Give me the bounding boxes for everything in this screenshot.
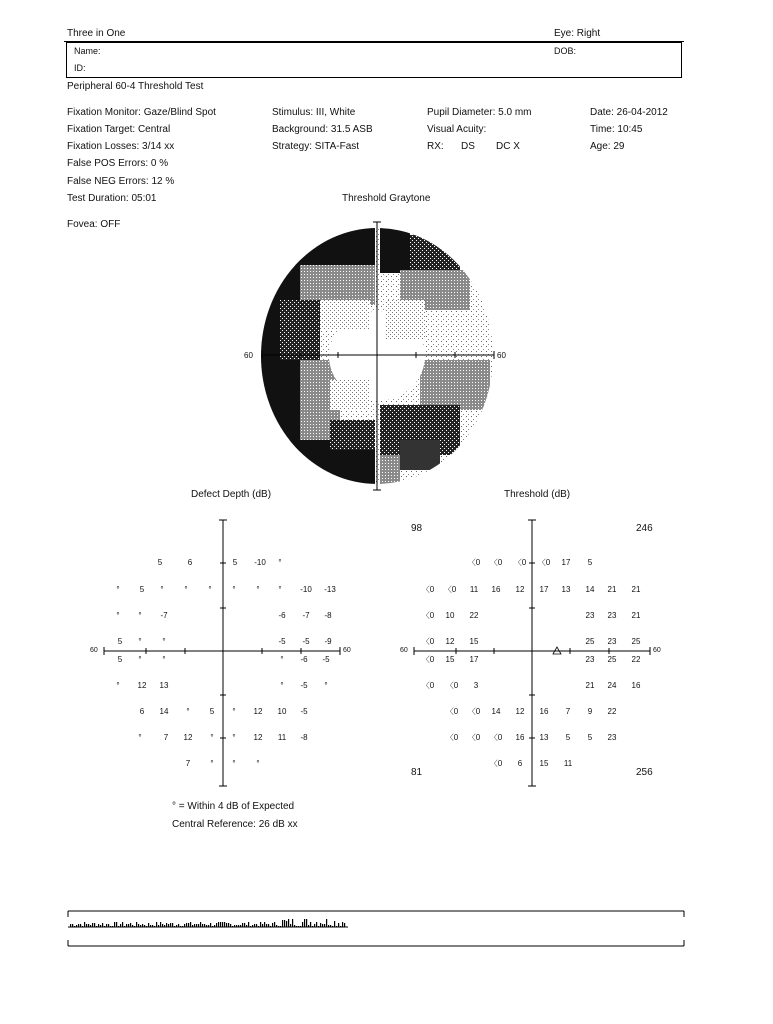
gaze-bar	[190, 922, 191, 927]
defect-axis-right: 60	[343, 647, 351, 654]
gaze-bar	[254, 924, 255, 927]
gaze-bar	[250, 926, 251, 927]
rx-dc: DC X	[496, 141, 520, 152]
within-expected-legend: ° = Within 4 dB of Expected	[172, 801, 295, 812]
gaze-bar	[194, 924, 195, 927]
gaze-bar	[274, 922, 275, 927]
gaze-bar	[88, 924, 89, 927]
fovea-status: Fovea: OFF	[67, 219, 121, 230]
defect-depth-value: -8	[324, 611, 332, 621]
gaze-bar	[308, 925, 309, 927]
threshold-value: 〈0	[421, 655, 435, 665]
defect-depth-value: -8	[300, 733, 308, 743]
gaze-bar	[266, 924, 267, 927]
threshold-value: 15	[539, 759, 549, 769]
gaze-bar	[180, 926, 181, 927]
gaze-bar	[178, 924, 179, 927]
defect-depth-value: °	[256, 759, 260, 769]
threshold-value: 3	[473, 681, 479, 691]
gaze-bar	[262, 924, 263, 927]
threshold-value: 〈0	[489, 759, 503, 769]
defect-depth-value: -13	[324, 585, 336, 595]
defect-depth-value: 12	[183, 733, 193, 743]
defect-depth-value: °	[278, 585, 282, 595]
defect-depth-value: -5	[300, 681, 308, 691]
gaze-bar	[92, 923, 93, 927]
threshold-value: 5	[565, 733, 571, 743]
gaze-bar	[242, 923, 243, 927]
defect-depth-value: °	[324, 681, 328, 691]
gaze-bar	[118, 926, 119, 927]
gaze-bar	[104, 926, 105, 927]
threshold-value: 〈0	[421, 681, 435, 691]
gaze-bar	[340, 926, 341, 927]
defect-depth-value: °	[210, 733, 214, 743]
gaze-bar	[138, 924, 139, 927]
gaze-bar	[312, 926, 313, 927]
threshold-value: 〈0	[467, 733, 481, 743]
gaze-bar	[272, 923, 273, 927]
defect-depth-value: °	[280, 681, 284, 691]
gaze-bar	[264, 922, 265, 927]
threshold-title: Threshold (dB)	[504, 489, 571, 500]
threshold-value: 23	[607, 637, 617, 647]
test-duration: Test Duration: 05:01	[67, 193, 157, 204]
threshold-value: 〈0	[445, 707, 459, 717]
defect-depth-value: 5	[232, 558, 238, 568]
pupil-diameter: Pupil Diameter: 5.0 mm	[427, 107, 532, 118]
defect-depth-value: 12	[253, 733, 263, 743]
threshold-value: 23	[607, 733, 617, 743]
gaze-bar	[148, 923, 149, 927]
defect-depth-value: 6	[139, 707, 145, 717]
threshold-corner-br: 256	[636, 767, 653, 778]
gaze-bar	[156, 922, 157, 927]
defect-depth-value: 7	[163, 733, 169, 743]
defect-depth-value: °	[116, 611, 120, 621]
gaze-bar	[280, 926, 281, 927]
gaze-bar	[294, 925, 295, 927]
defect-depth-value: 5	[157, 558, 163, 568]
threshold-value: 22	[631, 655, 641, 665]
gaze-bar	[114, 922, 115, 927]
gaze-bar	[70, 924, 71, 927]
defect-depth-value: °	[162, 655, 166, 665]
defect-depth-value: 5	[117, 637, 123, 647]
gaze-bar	[170, 923, 171, 927]
gaze-bar	[98, 924, 99, 927]
gaze-bar	[146, 926, 147, 927]
gaze-bar	[102, 923, 103, 927]
defect-depth-value: °	[256, 585, 260, 595]
gaze-bar	[300, 926, 301, 927]
gaze-bar	[282, 920, 283, 927]
software-title: Three in One	[67, 28, 126, 39]
gaze-bar	[196, 924, 197, 927]
gaze-bar	[172, 923, 173, 927]
gaze-bar	[286, 921, 287, 927]
defect-depth-value: °	[232, 733, 236, 743]
threshold-value: 〈0	[421, 611, 435, 621]
defect-depth-value: °	[138, 611, 142, 621]
graytone-axis-right: 60	[497, 351, 506, 360]
gaze-bar	[200, 922, 201, 927]
gaze-bar	[326, 919, 327, 927]
gaze-bar	[220, 922, 221, 927]
defect-depth-value: °	[160, 585, 164, 595]
gaze-bar	[224, 922, 225, 927]
threshold-value: 〈0	[467, 558, 481, 568]
threshold-value: 17	[539, 585, 549, 595]
gaze-bar	[212, 926, 213, 927]
gaze-bar	[184, 924, 185, 927]
threshold-axis-right: 60	[653, 647, 661, 654]
gaze-bar	[152, 925, 153, 927]
gaze-bar	[82, 926, 83, 927]
gaze-bar	[140, 925, 141, 927]
graytone-axis-left: 60	[244, 351, 253, 360]
gaze-bar	[344, 923, 345, 927]
gaze-bar	[186, 923, 187, 927]
gaze-bar	[270, 926, 271, 927]
gaze-bar	[246, 925, 247, 927]
gaze-bar	[106, 924, 107, 927]
gaze-bar	[188, 923, 189, 927]
threshold-value: 16	[515, 733, 525, 743]
threshold-value: 25	[631, 637, 641, 647]
gaze-bar	[204, 924, 205, 927]
gaze-bar	[320, 923, 321, 927]
defect-depth-value: 14	[159, 707, 169, 717]
gaze-bar	[110, 926, 111, 927]
defect-depth-value: -6	[300, 655, 308, 665]
defect-depth-value: -7	[160, 611, 168, 621]
defect-depth-title: Defect Depth (dB)	[191, 489, 272, 500]
threshold-value: 17	[469, 655, 479, 665]
gaze-bar	[210, 923, 211, 927]
gaze-bar	[256, 924, 257, 927]
gaze-bar	[240, 925, 241, 927]
gaze-bar	[160, 922, 161, 927]
threshold-value: 9	[587, 707, 593, 717]
defect-depth-value: °	[186, 707, 190, 717]
false-neg: False NEG Errors: 12 %	[67, 176, 175, 187]
gaze-bar	[134, 926, 135, 927]
gaze-bar	[268, 924, 269, 927]
threshold-value: 24	[607, 681, 617, 691]
gaze-bar	[74, 926, 75, 927]
gaze-bar	[288, 919, 289, 927]
gaze-bar	[248, 922, 249, 927]
threshold-value: 5	[587, 733, 593, 743]
threshold-value: 〈0	[421, 585, 435, 595]
gaze-bar	[322, 924, 323, 927]
threshold-value: 〈0	[467, 707, 481, 717]
gaze-bar	[96, 926, 97, 927]
threshold-value: 〈0	[489, 558, 503, 568]
defect-depth-value: °	[162, 637, 166, 647]
gaze-bar	[176, 925, 177, 927]
threshold-value: 22	[607, 707, 617, 717]
gaze-bar	[292, 919, 293, 927]
threshold-value: 14	[585, 585, 595, 595]
defect-depth-value: -6	[278, 611, 286, 621]
gaze-bar	[100, 925, 101, 927]
threshold-value: 12	[515, 585, 525, 595]
gaze-bar	[310, 922, 311, 927]
gaze-bar	[324, 924, 325, 927]
threshold-value: 12	[515, 707, 525, 717]
defect-depth-value: -9	[324, 637, 332, 647]
defect-depth-value: 10	[277, 707, 287, 717]
gaze-bar	[84, 922, 85, 927]
defect-depth-value: 12	[253, 707, 263, 717]
gaze-bar	[284, 920, 285, 927]
threshold-value: 21	[607, 585, 617, 595]
threshold-value: 〈0	[513, 558, 527, 568]
threshold-value: 〈0	[445, 733, 459, 743]
visual-acuity: Visual Acuity:	[427, 124, 487, 135]
gaze-bar	[142, 924, 143, 927]
threshold-value: 21	[585, 681, 595, 691]
threshold-value: 12	[445, 637, 455, 647]
defect-depth-value: -5	[278, 637, 286, 647]
defect-depth-value: °	[116, 681, 120, 691]
threshold-value: 23	[585, 655, 595, 665]
threshold-value: 17	[561, 558, 571, 568]
defect-depth-value: -5	[302, 637, 310, 647]
threshold-value: 16	[539, 707, 549, 717]
threshold-value: 22	[469, 611, 479, 621]
defect-depth-value: 12	[137, 681, 147, 691]
gaze-bar	[192, 925, 193, 927]
gaze-bar	[126, 924, 127, 927]
gaze-bar	[202, 924, 203, 927]
gaze-bar	[238, 925, 239, 927]
threshold-value: 15	[469, 637, 479, 647]
stimulus: Stimulus: III, White	[272, 107, 356, 118]
gaze-bar	[120, 924, 121, 927]
defect-depth-value: °	[278, 558, 282, 568]
gaze-bar	[306, 919, 307, 927]
defect-depth-value: 11	[277, 733, 287, 743]
threshold-value: 16	[491, 585, 501, 595]
id-label: ID:	[74, 63, 86, 73]
gaze-bar	[276, 925, 277, 927]
patient-age: Age: 29	[590, 141, 625, 152]
gaze-bar	[318, 926, 319, 927]
defect-depth-value: 6	[187, 558, 193, 568]
defect-depth-value: -5	[300, 707, 308, 717]
gaze-bar	[150, 925, 151, 927]
gaze-bar	[258, 926, 259, 927]
gaze-bar	[342, 922, 343, 927]
threshold-corner-bl: 81	[411, 767, 423, 778]
gaze-bar	[122, 922, 123, 927]
gaze-bar	[244, 923, 245, 927]
gaze-bar	[144, 925, 145, 927]
threshold-value: 〈0	[537, 558, 551, 568]
threshold-value: 14	[491, 707, 501, 717]
gaze-bar	[218, 922, 219, 927]
gaze-bar	[162, 924, 163, 927]
defect-depth-value: 5	[139, 585, 145, 595]
threshold-value: 23	[585, 611, 595, 621]
gaze-bar	[236, 925, 237, 927]
defect-depth-value: °	[184, 585, 188, 595]
gaze-bar	[232, 926, 233, 927]
gaze-bar	[332, 926, 333, 927]
gaze-bar	[208, 925, 209, 927]
dob-label: DOB:	[554, 46, 577, 56]
gaze-bar	[76, 925, 77, 927]
gaze-bar	[128, 924, 129, 927]
gaze-bar	[136, 922, 137, 927]
gaze-bar	[316, 922, 317, 927]
gaze-bar	[338, 923, 339, 927]
threshold-value: 〈0	[421, 637, 435, 647]
gaze-bar	[166, 923, 167, 927]
gaze-bar	[112, 926, 113, 927]
defect-depth-value: °	[208, 585, 212, 595]
gaze-bar	[124, 926, 125, 927]
gaze-bar	[222, 922, 223, 927]
gaze-bar	[130, 923, 131, 927]
false-pos: False POS Errors: 0 %	[67, 158, 169, 169]
threshold-value: 5	[587, 558, 593, 568]
gaze-bar	[216, 923, 217, 927]
gaze-bar	[90, 925, 91, 927]
gaze-bar	[260, 922, 261, 927]
defect-depth-value: °	[138, 655, 142, 665]
gaze-bar	[78, 924, 79, 927]
fixation-losses: Fixation Losses: 3/14 xx	[67, 141, 175, 152]
central-reference: Central Reference: 26 dB xx	[172, 819, 298, 830]
gaze-bar	[80, 924, 81, 927]
threshold-value: 16	[631, 681, 641, 691]
gaze-bar	[158, 925, 159, 927]
gaze-bar	[336, 926, 337, 927]
fixation-monitor: Fixation Monitor: Gaze/Blind Spot	[67, 107, 216, 118]
threshold-value: 11	[469, 585, 479, 595]
gaze-bar	[304, 919, 305, 927]
defect-depth-value: -5	[322, 655, 330, 665]
gaze-bar	[226, 923, 227, 927]
test-name: Peripheral 60-4 Threshold Test	[67, 81, 204, 92]
threshold-axis-left: 60	[400, 647, 408, 654]
gaze-bar	[298, 926, 299, 927]
rx-ds: DS	[461, 141, 475, 152]
threshold-value: 〈0	[443, 585, 457, 595]
gaze-bar	[314, 924, 315, 927]
threshold-value: 10	[445, 611, 455, 621]
threshold-value: 23	[607, 611, 617, 621]
rx-label: RX:	[427, 141, 444, 152]
defect-depth-value: °	[138, 733, 142, 743]
threshold-corner-tl: 98	[411, 523, 423, 534]
gaze-bar	[94, 923, 95, 927]
gaze-bar	[328, 925, 329, 927]
fixation-target: Fixation Target: Central	[67, 124, 171, 135]
threshold-value: 〈0	[445, 681, 459, 691]
threshold-value: 21	[631, 611, 641, 621]
gaze-bar	[72, 924, 73, 927]
threshold-value: 11	[563, 759, 573, 769]
gaze-bar	[164, 925, 165, 927]
defect-axis-left: 60	[90, 647, 98, 654]
defect-depth-value: °	[210, 759, 214, 769]
gaze-bar	[330, 925, 331, 927]
defect-depth-value: °	[232, 759, 236, 769]
gaze-bar	[278, 926, 279, 927]
background: Background: 31.5 ASB	[272, 124, 373, 135]
gaze-bar	[182, 926, 183, 927]
threshold-value: 21	[631, 585, 641, 595]
defect-depth-value: °	[280, 655, 284, 665]
defect-depth-value: -10	[254, 558, 266, 568]
gaze-bar	[234, 925, 235, 927]
gaze-bar	[206, 925, 207, 927]
eye-label: Eye: Right	[554, 28, 601, 39]
gaze-bar	[214, 925, 215, 927]
threshold-value: 15	[445, 655, 455, 665]
graytone-title: Threshold Graytone	[342, 193, 431, 204]
gaze-bar	[302, 922, 303, 927]
defect-depth-value: °	[232, 585, 236, 595]
defect-depth-value: 5	[117, 655, 123, 665]
test-date: Date: 26-04-2012	[590, 107, 668, 118]
gaze-bar	[290, 924, 291, 927]
threshold-value: 〈0	[489, 733, 503, 743]
threshold-value: 25	[585, 637, 595, 647]
threshold-value: 25	[607, 655, 617, 665]
gaze-bar	[168, 924, 169, 927]
gaze-bar	[334, 921, 335, 927]
defect-depth-value: °	[116, 585, 120, 595]
defect-depth-value: 5	[209, 707, 215, 717]
gaze-bar	[174, 926, 175, 927]
strategy: Strategy: SITA-Fast	[272, 141, 360, 152]
defect-depth-value: -7	[302, 611, 310, 621]
threshold-corner-tr: 246	[636, 523, 653, 534]
threshold-value: 7	[565, 707, 571, 717]
threshold-value: 6	[517, 759, 523, 769]
defect-depth-value: °	[232, 707, 236, 717]
gaze-bar	[154, 926, 155, 927]
gaze-bar	[252, 925, 253, 927]
gaze-bar	[86, 924, 87, 927]
defect-depth-value: -10	[300, 585, 312, 595]
threshold-value: 13	[539, 733, 549, 743]
gaze-bar	[108, 924, 109, 927]
defect-depth-value: °	[138, 637, 142, 647]
defect-depth-value: 7	[185, 759, 191, 769]
name-label: Name:	[74, 46, 101, 56]
gaze-bar	[230, 924, 231, 927]
threshold-value: 13	[561, 585, 571, 595]
test-time: Time: 10:45	[590, 124, 643, 135]
gaze-bar	[228, 923, 229, 927]
gaze-bar	[116, 922, 117, 927]
gaze-bar	[132, 925, 133, 927]
defect-depth-value: 13	[159, 681, 169, 691]
gaze-bar	[198, 924, 199, 927]
gaze-bar	[296, 926, 297, 927]
